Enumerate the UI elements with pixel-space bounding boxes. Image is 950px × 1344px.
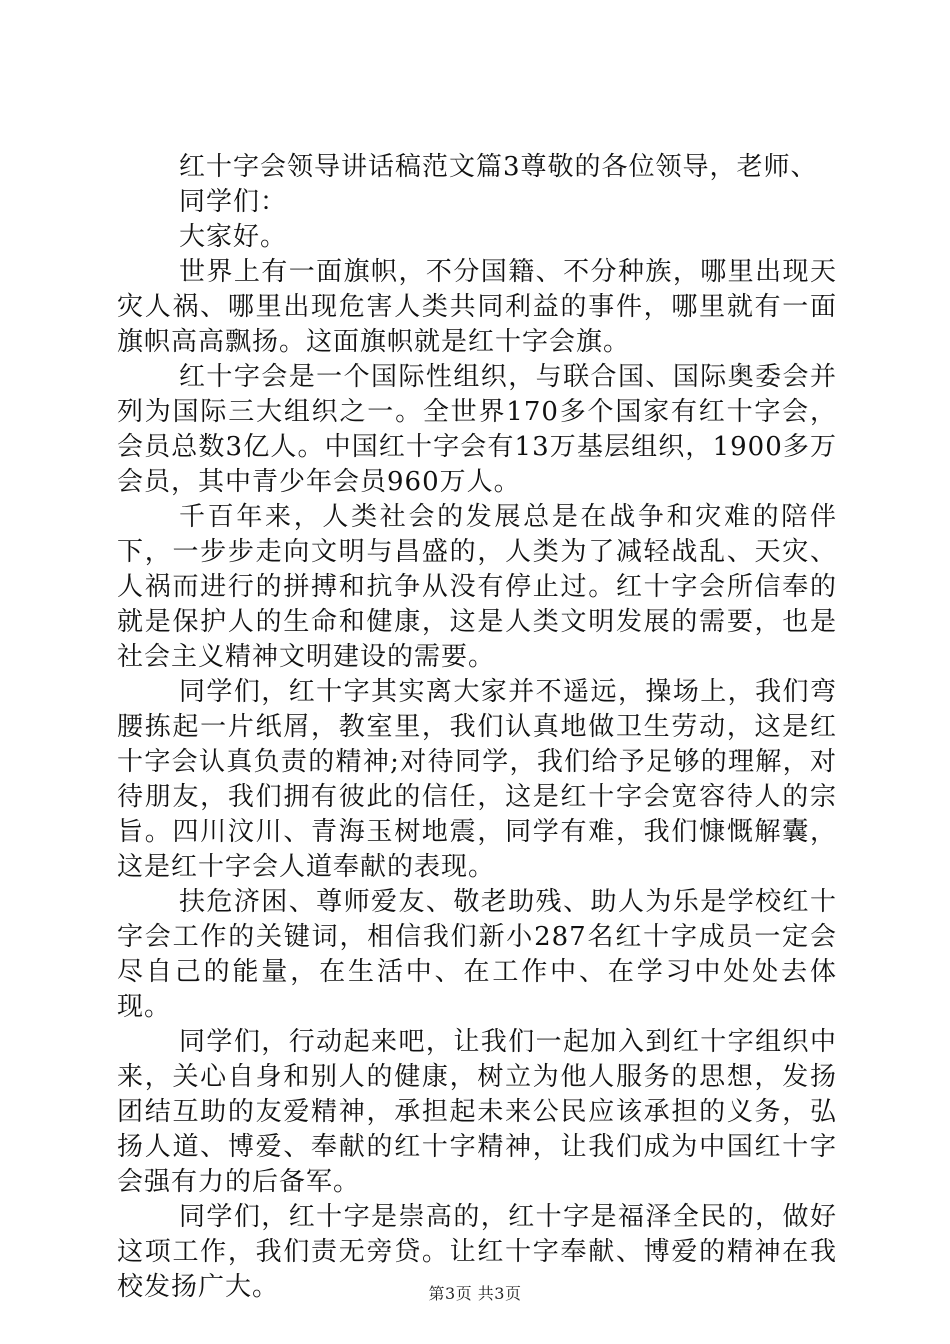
document-body [117, 150, 837, 1305]
paragraph-flag: 世界上有一面旗帜，不分国籍、不分种族，哪里出现天灾人祸、哪里出现危害人类共同利益的事件，哪里就有一面旗帜高高飘扬。这面旗帜就是红十字会旗。 [117, 257, 837, 357]
paragraph-daily-life: 同学们，红十字其实离大家并不遥远，操场上，我们弯腰拣起一片纸屑，教室里，我们认真地做卫生劳动，这是红十字会认真负责的精神;对待同学，我们给予足够的理解，对待朋友，我们拥有彼此的信任，这是红十字会宽容待人的宗旨。四川汶川、青海玉树地震，同学有难，我们慷慨解囊，这是红十字会人道奉献的表现。 [117, 677, 837, 882]
paragraph-call-to-action: 同学们，行动起来吧，让我们一起加入到红十字组织中来，关心自身和别人的健康，树立为他人服务的思想，发扬团结互助的友爱精神，承担起未来公民应该承担的义务，弘扬人道、博爱、奉献的红十字精神，让我们成为中国红十字会强有力的后备军。 [117, 1027, 837, 1197]
paragraph-history: 千百年来，人类社会的发展总是在战争和灾难的陪伴下，一步步走向文明与昌盛的，人类为了减轻战乱、天灾、人祸而进行的拼搏和抗争从没有停止过。红十字会所信奉的就是保护人的生命和健康，这是人类文明发展的需要，也是社会主义精神文明建设的需要。 [117, 502, 837, 672]
paragraph-title-line: 红十字会领导讲话稿范文篇3尊敬的各位领导，老师、 [179, 152, 818, 182]
page-number-footer: 第3页 共3页 [428, 1284, 522, 1303]
paragraph-keywords: 扶危济困、尊师爱友、敬老助残、助人为乐是学校红十字会工作的关键词，相信我们新小287名红十字成员一定会尽自己的能量，在生活中、在工作中、在学习中处处去体现。 [117, 887, 837, 1022]
paragraph-salutation: 同学们： [179, 187, 288, 217]
paragraph-closing: 同学们，红十字是崇高的，红十字是福泽全民的，做好这项工作，我们责无旁贷。让红十字奉献、博爱的精神在我校发扬广大。 [117, 1202, 837, 1302]
paragraph-greeting: 大家好。 [179, 222, 288, 252]
paragraph-organization: 红十字会是一个国际性组织，与联合国、国际奥委会并列为国际三大组织之一。全世界170多个国家有红十字会，会员总数3亿人。中国红十字会有13万基层组织，1900多万会员，其中青少年会员960万人。 [117, 362, 837, 497]
